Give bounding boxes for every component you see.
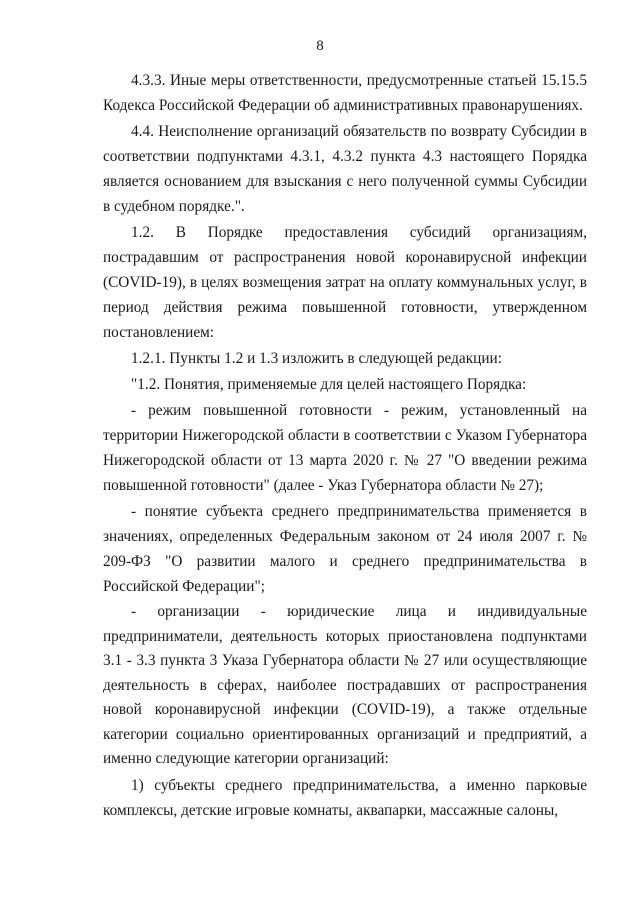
paragraph-4-4: 4.4. Неисполнение организаций обязательств по возврату Субсидии в соответствии подпунктами 4.3.1, 4.3.2 пункта 4.3 настоящего Порядка является основанием для взыскания с него полученной суммы Субсидии в судебном порядке.". xyxy=(103,123,587,215)
paragraph-4-3-3: 4.3.3. Иные меры ответственности, предусмотренные статьей 15.15.5 Кодекса Российской Федерации об административных правонарушениях. xyxy=(103,72,587,114)
page-number: 8 xyxy=(316,38,324,54)
paragraph-category-1: 1) субъекты среднего предпринимательства, а именно парковые комплексы, детские игровые комнаты, аквапарки, массажные салоны, xyxy=(103,776,587,819)
paragraph-definitions-intro: "1.2. Понятия, применяемые для целей настоящего Порядка: xyxy=(131,376,527,393)
paragraph-1-2-1: 1.2.1. Пункты 1.2 и 1.3 изложить в следующей редакции: xyxy=(131,350,502,367)
paragraph-1-2: 1.2. В Порядке предоставления субсидий организациям, пострадавшим от распространения новой коронавирусной инфекции (COVID-19), в целях возмещения затрат на оплату коммунальных услуг, в период действия режима повышенной готовности, утвержденном постановлением: xyxy=(103,224,587,341)
paragraph-definition-organizations: - организации - юридические лица и индивидуальные предприниматели, деятельность которых приостановлена подпунктами 3.1 - 3.3 пункта 3 Указа Губернатора области № 27 или осуществляющие деятельность в сферах, наиболее пострадавших от распространения новой коронавирусной инфекции (COVID-19), а также отдельные категории социально ориентированных организаций и предприятий, а именно следующие категории организаций: xyxy=(103,603,587,767)
document-body xyxy=(103,68,587,824)
paragraph-definition-regime: - режим повышенной готовности - режим, установленный на территории Нижегородской области в соответствии с Указом Губернатора Нижегородской области от 13 марта 2020 г. № 27 "О введении режима повышенной готовности" (далее - Указ Губернатора области № 27); xyxy=(103,402,587,494)
paragraph-definition-sme: - понятие субъекта среднего предпринимательства применяется в значениях, определенных Федеральным законом от 24 июля 2007 г. № 209-ФЗ "О развитии малого и среднего предпринимательства в Российской Федерации"; xyxy=(103,503,587,595)
